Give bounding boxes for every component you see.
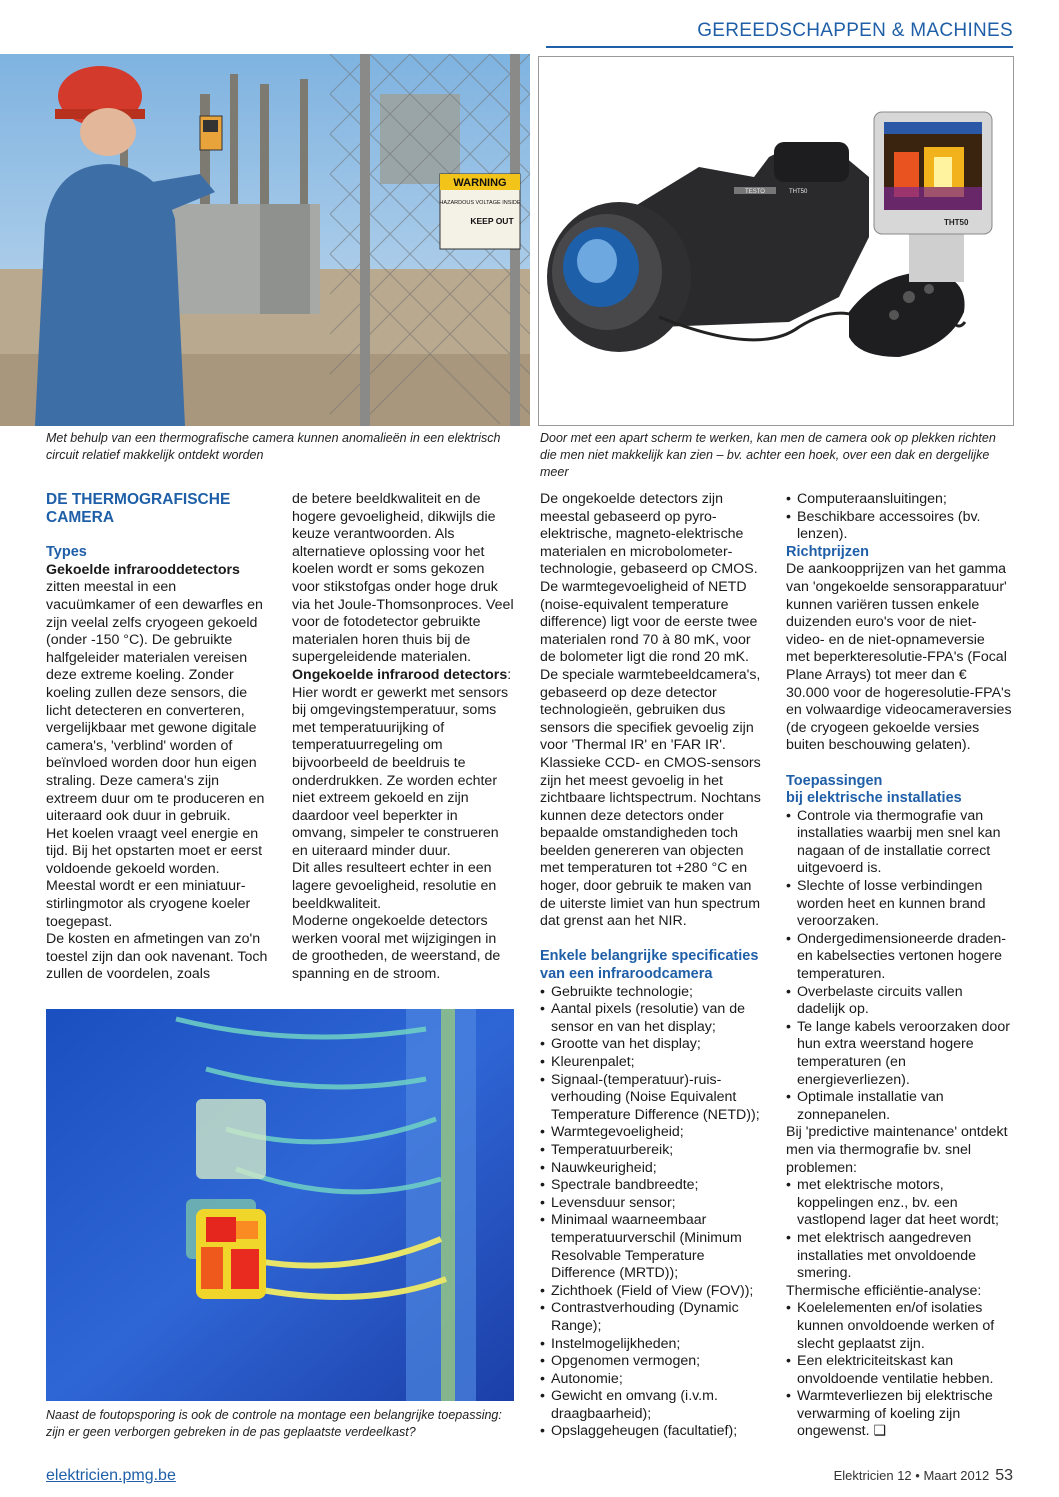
uncooled-detectors-paragraph	[292, 667, 514, 861]
applications-list-item: • Optimale installatie van zonnepanelen.	[786, 1089, 1012, 1124]
specs-list-item: • Nauwkeurigheid;	[540, 1160, 764, 1178]
thermal-efficiency-item: • Een elektriciteitskast kan onvoldoende ventilatie hebben.	[786, 1353, 1012, 1388]
specs-list-item: • Signaal-(temperatuur)-ruis-verhouding (Noise Equivalent Temperature Difference (NETD));	[540, 1072, 764, 1125]
article-column-4	[786, 491, 1012, 1441]
footer-website-link[interactable]: elektricien.pmg.be	[46, 1467, 176, 1484]
applications-list-item: • Slechte of losse verbindingen worden heet en kunnen brand veroorzaken.	[786, 878, 1012, 931]
specs-list-item: • Autonomie;	[540, 1371, 764, 1389]
photo3-caption: Naast de foutopsporing is ook de controle na montage een belangrijke toepassing: zijn er geen verborgen gebreken in de pas geplaatste verdeelkast?	[46, 1408, 502, 1439]
specs-list-item: • Spectrale bandbreedte;	[540, 1177, 764, 1195]
specs-list-item: • Instelmogelijkheden;	[540, 1336, 764, 1354]
camera-brand-label: TESTO	[745, 189, 765, 195]
article-column-2	[292, 491, 514, 984]
specs-list-item: • Warmtegevoeligheid;	[540, 1124, 764, 1142]
specs-list-item: • Contrastverhouding (Dynamic Range);	[540, 1300, 764, 1335]
column2-paragraph-3: Dit alles resulteert echter in een lagere gevoeligheid, resolutie en beeldkwaliteit.	[292, 860, 497, 912]
predictive-maintenance-list	[786, 1177, 1012, 1283]
cooled-detectors-heading: Gekoelde infrarooddetectors	[46, 561, 240, 578]
photo2-caption: Door met een apart scherm te werken, kan men de camera ook op plekken richten die men niet makkelijk kan zien – bv. achter een hoek, over een dak en dergelijke meer	[540, 431, 996, 479]
predictive-maintenance-item: • met elektrisch aangedreven installaties met onvoldoende smering.	[786, 1230, 1012, 1283]
specs-list-item: • Aantal pixels (resolutie) van de sensor en van het display;	[540, 1001, 764, 1036]
column2-paragraph-1: de betere beeldkwaliteit en de hogere gevoeligheid, dikwijls die keuze verantwoorden. Als alternatieve oplossing voor het koelen wordt er soms gekozen voor stikstofgas onder hoge druk via het Joule-Thomsonproces. Veel voor de fotodetector gebruikte materialen horen thuis bij de supergeleidende materialen.	[292, 491, 514, 666]
specs-list-item: • Gebruikte technologie;	[540, 984, 764, 1002]
specs-list-item: • Levensduur sensor;	[540, 1195, 764, 1213]
thermal-efficiency-item: • Koelelementen en/of isolaties kunnen onvoldoende werken of slecht geplaatst zijn.	[786, 1300, 1012, 1353]
applications-list-item: • Controle via thermografie van installaties waarbij men snel kan nagaan of de installatie correct uitgevoerd is.	[786, 808, 1012, 878]
applications-heading-line1: Toepassingen	[786, 772, 883, 789]
cooled-detectors-paragraph-2: Het koelen vraagt veel energie en tijd. Bij het opstarten moet er eerst voldoende gekoeld worden. Meestal wordt er een miniatuur-stirlingmotor als cryogene koeler toegepast.	[46, 825, 263, 930]
cooled-detectors-paragraph-3: De kosten en afmetingen van zo'n toestel zijn dan ook navenant. Toch zullen de voordelen, zoals	[46, 931, 268, 983]
applications-heading-line2: bij elektrische installaties	[786, 790, 962, 807]
article-column-1	[46, 491, 268, 984]
prices-heading: Richtprijzen	[786, 543, 869, 560]
specs-list-continued	[786, 491, 1012, 544]
warning-sign-title: WARNING	[453, 177, 507, 189]
types-heading: Types	[46, 544, 87, 561]
specs-list-item: • Temperatuurbereik;	[540, 1142, 764, 1160]
applications-list	[786, 808, 1012, 1125]
specs-list-item: • Opslaggeheugen (facultatief);	[540, 1423, 764, 1441]
predictive-maintenance-paragraph: Bij 'predictive maintenance' ontdekt men via thermografie bv. snel problemen:	[786, 1124, 1008, 1176]
specs-list-item: • Gewicht en omvang (i.v.m. draagbaarheid);	[540, 1388, 764, 1423]
thermal-efficiency-paragraph: Thermische efficiëntie-analyse:	[786, 1282, 982, 1299]
article-title: DE THERMOGRAFISCHE CAMERA	[46, 491, 231, 526]
photo-substation-worker	[0, 54, 530, 426]
prices-paragraph: De aankoopprijzen van het gamma van 'ongekoelde sensorapparatuur' kunnen variëren tussen enkele duizenden euro's voor de niet-video- en de niet-opnameversie met beperkteresolutie-FPA's (Focal Plane Arrays) tot meer dan € 30.000 voor de hogeresolutie-FPA's en volwaardige videocameraversies (de cryogeen gekoelde versies buiten beschouwing gelaten).	[786, 561, 1012, 754]
specs-list-item: • Grootte van het display;	[540, 1036, 764, 1054]
screen-model-label: THT50	[944, 218, 969, 227]
specs-list-item: • Beschikbare accessoires (bv. lenzen).	[786, 509, 1012, 544]
section-rule	[546, 46, 1013, 48]
applications-list-item: • Te lange kabels veroorzaken door hun extra weerstand hogere temperaturen (en energieverliezen).	[786, 1019, 1012, 1089]
warning-sign-line2: KEEP OUT	[470, 216, 514, 226]
column2-paragraph-4: Moderne ongekoelde detectors werken vooral met wijzigingen in de grootheden, de weerstand, de spanning en de stroom.	[292, 913, 501, 983]
specs-list-item: • Kleurenpalet;	[540, 1054, 764, 1072]
specs-heading: Enkele belangrijke specificaties van een infraroodcamera	[540, 948, 759, 983]
page-number: 53	[995, 1467, 1013, 1484]
thermal-efficiency-item: • Warmteverliezen bij elektrische verwarming of koeling zijn ongewenst. ❑	[786, 1388, 1012, 1441]
section-label: GEREEDSCHAPPEN & MACHINES	[697, 20, 1013, 41]
column3-paragraph: De ongekoelde detectors zijn meestal gebaseerd op pyro-elektrische, magneto-elektrische materialen en microbolometer-technologie, gebaseerd op CMOS. De warmtegevoeligheid of NETD (noise-equivalent temperature difference) ligt voor de eerste twee materialen rond 70 à 80 mK, voor de bolometer ligt die rond 20 mK. De speciale warmtebeeldcamera's, gebaseerd op deze detector technologieën, gebruiken dus sensors die specifiek gevoelig zijn voor 'Thermal IR' en 'FAR IR'. Klassieke CCD- en CMOS-sensors zijn het meest gevoelig in het zichtbaare lichtspectrum. Nochtans kunnen deze detectors onder bepaalde omstandigheden toch beelden genereren van objecten met temperaturen tot +280 °C en hoger, door gebruik te maken van de uiterste limiet van hun spectrum dat grenst aan het NIR.	[540, 491, 761, 930]
applications-list-item: • Overbelaste circuits vallen dadelijk op.	[786, 984, 1012, 1019]
article-column-3	[540, 491, 764, 1441]
camera-model-label: THT50	[789, 189, 808, 195]
warning-sign-line1: HAZARDOUS VOLTAGE INSIDE	[439, 200, 521, 206]
specs-list-item: • Computeraansluitingen;	[786, 491, 1012, 509]
predictive-maintenance-item: • met elektrische motors, koppelingen enz., bv. een vastlopend lager dat heet wordt;	[786, 1177, 1012, 1230]
cooled-detectors-paragraph-1: zitten meestal in een vacuümkamer of een dewarfles en zijn veelal zelfs cryogeen gekoeld (onder -150 °C). De gebruikte halfgeleider materialen vereisen deze extreme koeling. Zonder koeling zullen deze sensors, die licht detecteren en converteren, vergelijkbaar met gewone digitale camera's, 'verblind' worden of beïnvloed worden door hun eigen straling. Deze camera's zijn extreem duur om te produceren en uiteraard ook duur in gebruik.	[46, 579, 265, 825]
specs-list-item: • Zichthoek (Field of View (FOV));	[540, 1283, 764, 1301]
applications-list-item: • Ondergedimensioneerde draden- en kabelsecties vertonen hogere temperaturen.	[786, 931, 1012, 984]
photo1-caption: Met behulp van een thermografische camera kunnen anomalieën in een elektrisch circuit relatief makkelijk ontdekt worden	[46, 431, 501, 462]
thermal-efficiency-list	[786, 1300, 1012, 1441]
photo-thermal-camera	[538, 56, 1014, 426]
footer-issue-info	[834, 1467, 1013, 1485]
specs-list-item: • Minimaal waarneembaar temperatuurverschil (Minimum Resolvable Temperature Difference (MRTD));	[540, 1212, 764, 1282]
footer-issue: Elektricien 12 • Maart 2012	[833, 1468, 990, 1483]
uncooled-detectors-text: : Hier wordt er gewerkt met sensors bij omgevingstemperatuur, soms met temperatuurijking of temperatuurregeling om bijvoorbeeld de beeldruis te onderdrukken. Ze worden echter niet extreem gekoeld en zijn daardoor veel beperkter in omvang, simpeler te construeren en uiteraard minder duur.	[292, 666, 512, 859]
photo-thermal-image	[46, 1009, 514, 1401]
specs-list-item: • Opgenomen vermogen;	[540, 1353, 764, 1371]
uncooled-detectors-heading: Ongekoelde infrarood detectors	[292, 666, 508, 683]
specs-list	[540, 984, 764, 1441]
